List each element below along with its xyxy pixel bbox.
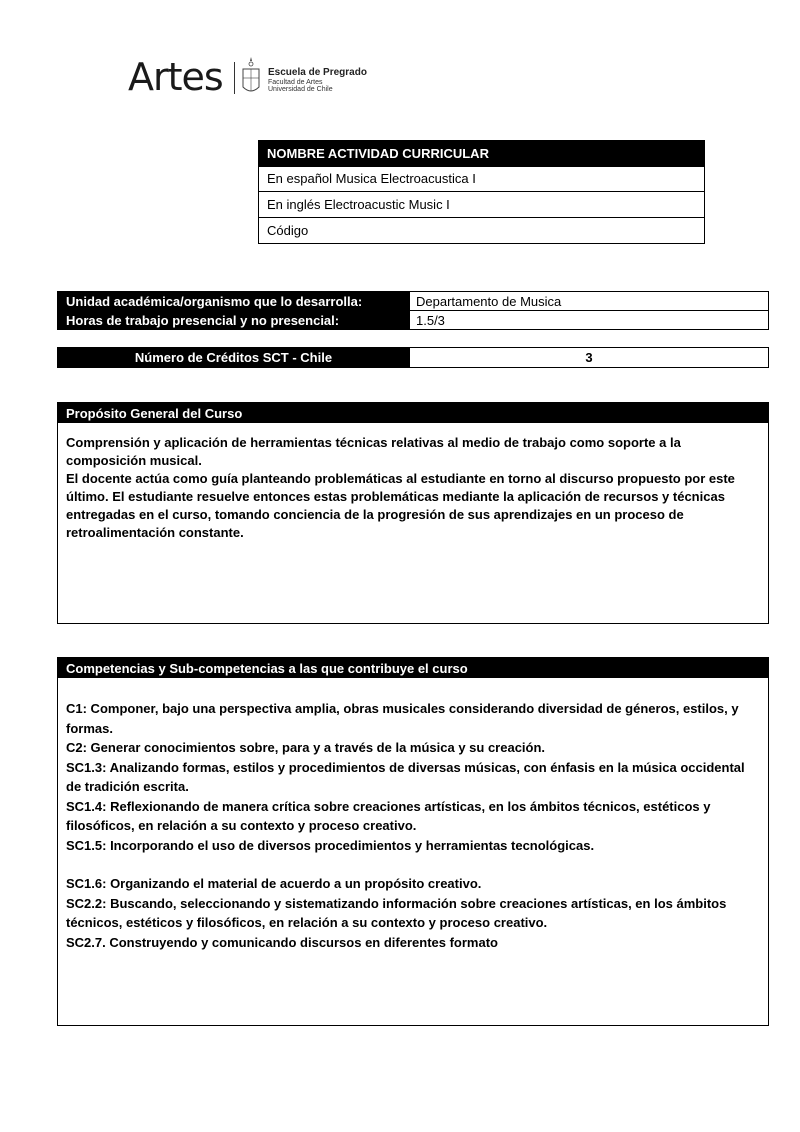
activity-header: NOMBRE ACTIVIDAD CURRICULAR — [259, 141, 704, 167]
subcompetency-sc2-2: SC2.2: Buscando, seleccionando y sistematizando información sobre creaciones artísticas, en los ámbitos técnicos, estéticos y filosóficos, en relación a su contexto y proceso creativo. — [66, 895, 727, 930]
purpose-paragraph-1: Comprensión y aplicación de herramientas técnicas relativas al medio de trabajo como soporte a la composición musical. — [66, 435, 681, 468]
credits-label: Número de Créditos SCT - Chile — [58, 348, 409, 367]
subcompetency-sc1-4: SC1.4: Reflexionando de manera crítica sobre creaciones artísticas, en los ámbitos técnicos, estéticos y filosóficos, en relación a su contexto y proceso creativo. — [66, 798, 711, 833]
purpose-header: Propósito General del Curso — [58, 403, 768, 423]
logo-faculty: Facultad de Artes — [268, 79, 323, 86]
logo-wordmark: Artes — [128, 55, 223, 99]
logo-school: Escuela de Pregrado — [268, 67, 367, 78]
hours-row — [58, 311, 768, 329]
logo-text — [268, 68, 367, 93]
purpose-body — [58, 423, 768, 542]
course-purpose-section — [57, 402, 769, 624]
competencies-body — [58, 678, 768, 952]
activity-code: Código — [267, 222, 309, 238]
unit-hours-table — [57, 291, 769, 330]
credits-table — [57, 347, 769, 368]
unit-value: Departamento de Musica — [409, 292, 768, 310]
subcompetency-sc1-3: SC1.3: Analizando formas, estilos y procedimientos de diversas músicas, con énfasis en la música occidental de tradición escrita. — [66, 759, 745, 794]
hours-label: Horas de trabajo presencial y no presencial: — [58, 311, 409, 329]
university-seal-icon — [240, 55, 262, 99]
unit-label: Unidad académica/organismo que lo desarrolla: — [58, 292, 409, 310]
purpose-paragraph-2: El docente actúa como guía planteando problemáticas al estudiante en torno al discurso propuesto por este último. El estudiante resuelve entonces estas problemáticas mediante la aplicación de recursos y técnicas entregadas en el curso, tomando conciencia de la progresión de sus aprendizajes en un proceso de retroalimentación constante. — [66, 471, 735, 540]
subcompetency-sc1-5: SC1.5: Incorporando el uso de diversos procedimientos y herramientas tecnológicas. — [66, 837, 595, 853]
subcompetency-sc1-6: SC1.6: Organizando el material de acuerdo a un propósito creativo. — [66, 876, 482, 891]
competency-c1: C1: Componer, bajo una perspectiva amplia, obras musicales considerando diversidad de géneros, estilos, y formas. — [66, 701, 739, 736]
competencies-header: Competencias y Sub-competencias a las que contribuye el curso — [58, 658, 768, 678]
activity-name-table — [258, 140, 705, 244]
spacer — [66, 855, 760, 874]
hours-value: 1.5/3 — [409, 311, 768, 329]
credits-value: 3 — [409, 348, 768, 367]
subcompetency-sc2-7: SC2.7. Construyendo y comunicando discursos en diferentes formato — [66, 934, 498, 950]
logo-separator — [234, 62, 235, 94]
activity-spanish-name: En español Musica Electroacustica I — [259, 167, 704, 193]
logo-university: Universidad de Chile — [268, 86, 333, 93]
competencies-section — [57, 657, 769, 1026]
competency-c2: C2: Generar conocimientos sobre, para y a través de la música y su creación. — [66, 740, 546, 755]
artes-logo — [128, 52, 388, 102]
unit-row — [58, 292, 768, 311]
activity-english-name: En inglés Electroacustic Music I — [259, 192, 704, 218]
